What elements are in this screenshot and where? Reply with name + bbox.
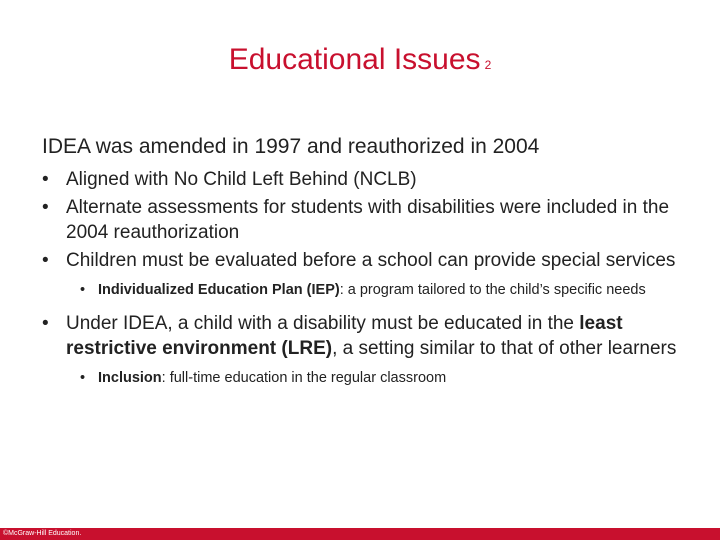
sub-bullet-iep	[42, 280, 682, 300]
footer-bar	[0, 528, 720, 540]
lre-intro: Under IDEA, a child with a disability must be educated in the	[66, 313, 580, 334]
bullet-list	[42, 167, 682, 388]
title-text: Educational Issues	[228, 43, 481, 76]
lre-definition: , a setting similar to that of other learners	[332, 338, 677, 359]
slide-title	[0, 40, 720, 85]
sub-bullet-inclusion	[42, 368, 682, 388]
title-suffix: 2	[484, 58, 492, 72]
bullet-nclb: • Aligned with No Child Left Behind (NCLB)	[42, 167, 682, 192]
iep-definition: : a program tailored to the child’s specific needs	[339, 282, 646, 298]
copyright-text: ©McGraw-Hill Education.	[3, 530, 82, 537]
inclusion-definition: : full-time education in the regular classroom	[161, 370, 447, 386]
bullet-lre	[42, 311, 682, 361]
iep-term: Individualized Education Plan (IEP)	[98, 282, 340, 298]
lre-term: least restrictive environment (LRE)	[66, 313, 623, 359]
slide-content	[42, 133, 682, 399]
bullet-alternate-assessments: • Alternate assessments for students with disabilities were included in the 2004 reauthorization	[42, 195, 682, 245]
bullet-evaluation: • Children must be evaluated before a school can provide special services	[42, 248, 682, 273]
lead-statement: IDEA was amended in 1997 and reauthorized in 2004	[42, 135, 540, 158]
inclusion-term: Inclusion	[98, 370, 162, 386]
